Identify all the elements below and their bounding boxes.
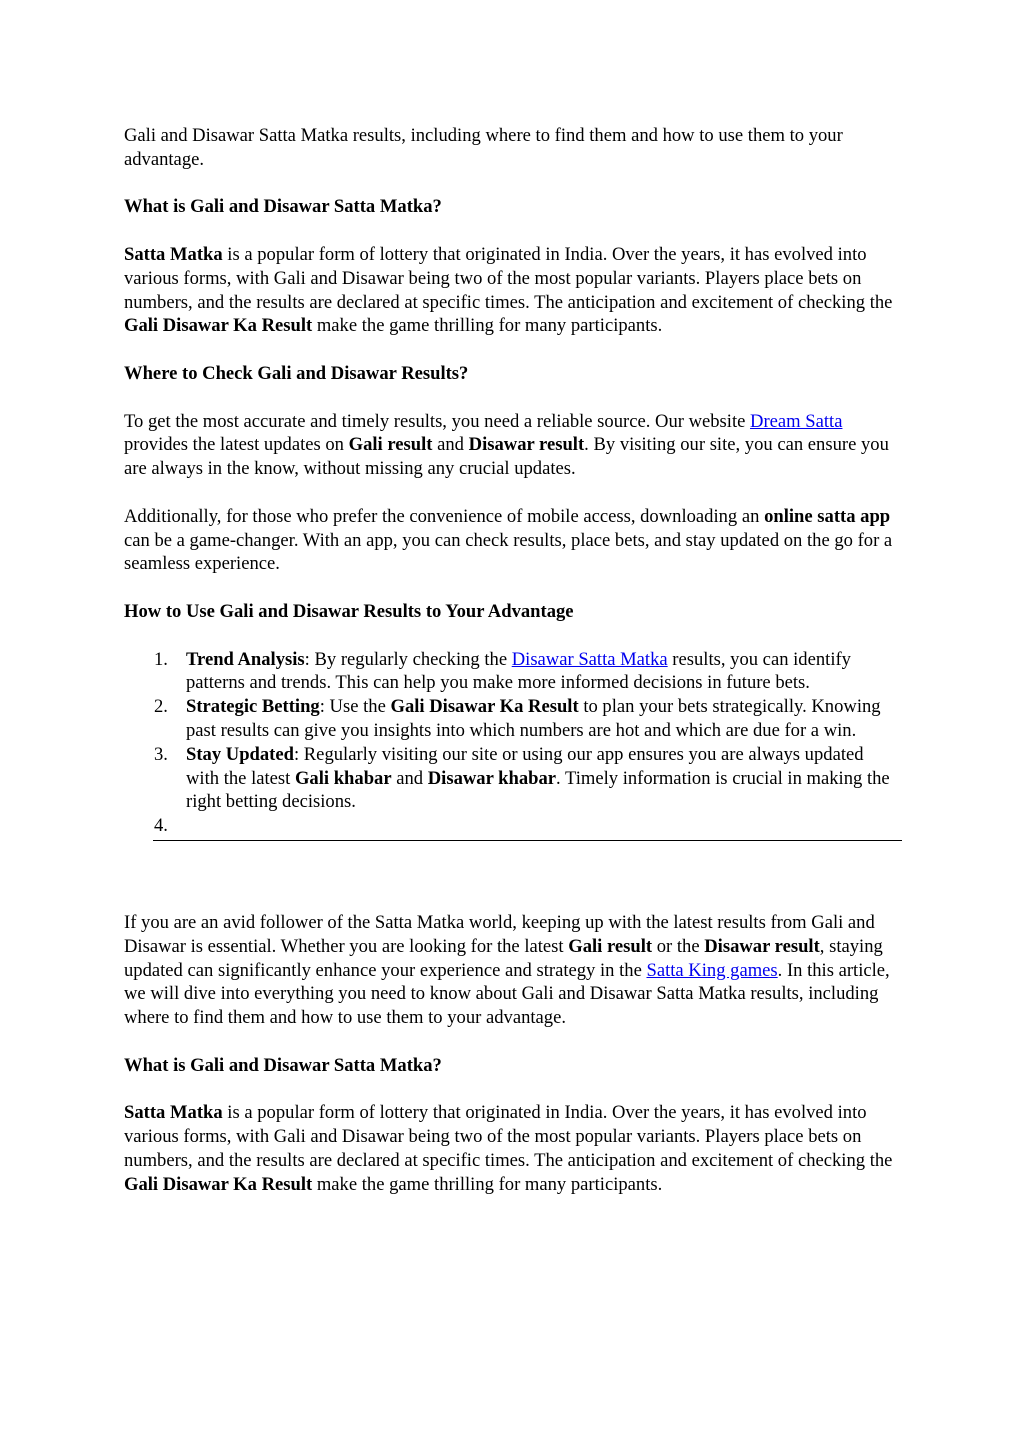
list-item: 4. (154, 815, 168, 837)
where-paragraph: To get the most accurate and timely results, you need a reliable source. Our website Dream Satta provides the latest updates on Gali result and Disawar result. By visiting our site, you can ensure you are always in the know, without missing any crucial updates. (124, 410, 889, 480)
disawar-satta-matka-link[interactable]: Disawar Satta Matka (511, 648, 668, 670)
additional-paragraph: Additionally, for those who prefer the convenience of mobile access, downloading an online satta app can be a game-changer. With an app, you can check results, place bets, and stay updated on the go for a seamless experience. (124, 505, 893, 575)
follower-paragraph: If you are an avid follower of the Satta Matka world, keeping up with the latest results from Gali and Disawar is essential. Whether you are looking for the latest Gali result or the Disawar result, staying updated can significantly enhance your experience and strategy in the Satta King games. In this article, we will dive into everything you need to know about Gali and Disawar Satta Matka results, including where to find them and how to use them to your advantage. (124, 911, 890, 1029)
what-is-paragraph: Satta Matka is a popular form of lottery that originated in India. Over the years, it has evolved into various forms, with Gali and Disawar being two of the most popular variants. Players place bets on numbers, and the results are declared at specific times. The anticipation and excitement of checking the Gali Disawar Ka Result make the game thrilling for many participants. (124, 243, 893, 337)
heading-where-to-check: Where to Check Gali and Disawar Results? (124, 362, 469, 384)
list-item: 2. Strategic Betting: Use the Gali Disawar Ka Result to plan your bets strategically. Knowing past results can give you insights into which numbers are hot and which are due for a win. (154, 696, 881, 741)
list-item: 1. Trend Analysis: By regularly checking the Disawar Satta Matka results, you can identify patterns and trends. This can help you make more informed decisions in future bets. (154, 648, 851, 694)
document-page (124, 124, 899, 1220)
heading-what-is-repeat: What is Gali and Disawar Satta Matka? (124, 1054, 442, 1076)
intro-tail-paragraph: Gali and Disawar Satta Matka results, including where to find them and how to use them to your advantage. (124, 125, 843, 170)
dream-satta-link[interactable]: Dream Satta (750, 410, 843, 432)
heading-how-to-use: How to Use Gali and Disawar Results to Your Advantage (124, 600, 574, 622)
advantage-list (124, 648, 899, 838)
list-item: 3. Stay Updated: Regularly visiting our site or using our app ensures you are always updated with the latest Gali khabar and Disawar khabar. Timely information is crucial in making the right betting decisions. (154, 743, 890, 813)
satta-king-games-link[interactable]: Satta King games (646, 959, 778, 981)
spacer (124, 841, 899, 911)
heading-what-is: What is Gali and Disawar Satta Matka? (124, 196, 442, 218)
what-is-paragraph-repeat: Satta Matka is a popular form of lottery that originated in India. Over the years, it has evolved into various forms, with Gali and Disawar being two of the most popular variants. Players place bets on numbers, and the results are declared at specific times. The anticipation and excitement of checking the Gali Disawar Ka Result make the game thrilling for many participants. (124, 1102, 893, 1195)
